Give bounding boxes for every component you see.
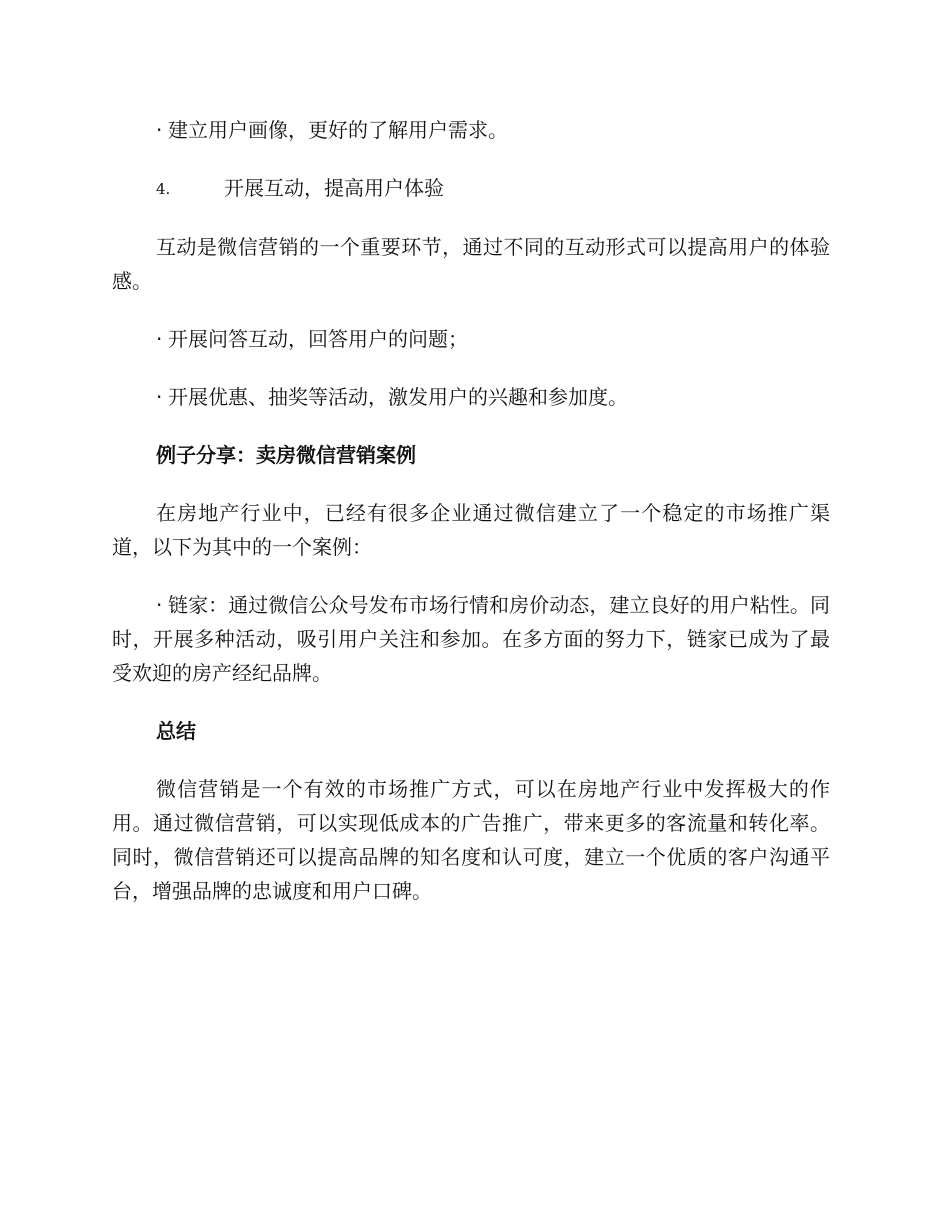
- paragraph-summary: 微信营销是一个有效的市场推广方式，可以在房地产行业中发挥极大的作用。通过微信营销，可以实现低成本的广告推广，带来更多的客流量和转化率。同时，微信营销还可以提高品牌的知名度和认可度，建立一个优质的客户沟通平台，增强品牌的忠诚度和用户口碑。: [112, 777, 830, 903]
- bullet-dot: ·: [156, 593, 163, 617]
- bullet-text: 建立用户画像，更好的了解用户需求。: [168, 118, 508, 142]
- bullet-item-lianjia: [112, 588, 830, 690]
- paragraph-interaction: 互动是微信营销的一个重要环节，通过不同的互动形式可以提高用户的体验感。: [112, 235, 830, 293]
- bullet-item-promotions: [112, 380, 830, 414]
- heading-example: 例子分享：卖房微信营销案例: [156, 443, 416, 467]
- bullet-dot: ·: [156, 385, 163, 409]
- section-heading-4: [112, 171, 830, 206]
- bullet-item-qa: [112, 322, 830, 356]
- bullet-dot: ·: [156, 327, 163, 351]
- document-body: [112, 113, 830, 932]
- section-title: 开展互动，提高用户体验: [224, 176, 444, 200]
- paragraph-example: 在房地产行业中，已经有很多企业通过微信建立了一个稳定的市场推广渠道，以下为其中的一个案例：: [112, 501, 830, 559]
- heading-summary: 总结: [156, 719, 196, 743]
- bullet-item-user-profile: [112, 113, 830, 147]
- bullet-dot: ·: [156, 118, 163, 142]
- bullet-text: 链家：通过微信公众号发布市场行情和房价动态，建立良好的用户粘性。同时，开展多种活动，吸引用户关注和参加。在多方面的努力下，链家已成为了最受欢迎的房产经纪品牌。: [112, 593, 830, 685]
- bullet-text: 开展问答互动，回答用户的问题；: [168, 327, 468, 351]
- section-number: 4.: [156, 180, 171, 198]
- bullet-text: 开展优惠、抽奖等活动，激发用户的兴趣和参加度。: [168, 385, 628, 409]
